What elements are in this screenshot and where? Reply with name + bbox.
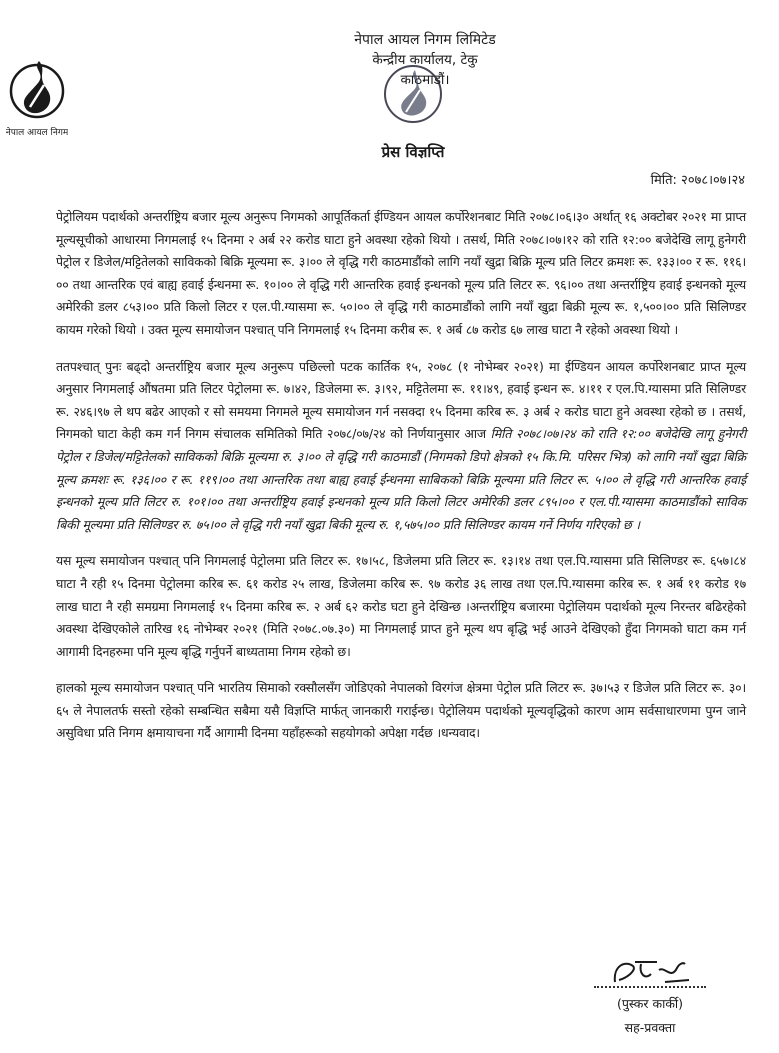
paragraph-1: पेट्रोलियम पदार्थको अन्तर्राष्ट्रिय बजार मूल्य अनुरूप निगमको आपूर्तिकर्ता ईण्डियन आयल कर्पोरेशनबाट मिति २०७८।०६।३० अर्थात् १६ अक्टोबर २०२१ मा प्राप्त मूल्यसूचीको आधारमा निगमलाई १५ दिनमा २ अर्ब २२ करोड घाटा हुने अवस्था रहेको थियो । तसर्थ, मिति २०७८।०७।१२ को राति १२:०० बजेदेखि लागू हुनेगरी पेट्रोल र डिजेल/मट्टितेलको साविकको बिक्रि मूल्यमा रू. ३।०० ले वृद्धि गरी काठमाडौंको लागि नयाँ खुद्रा बिक्रि मूल्य प्रति लिटर क्रमशः रू. १३३।०० र रू. ११६।०० तथा आन्तरिक एवं बाह्य हवाई ईन्धनमा रू. १०।०० ले वृद्धि गरी आन्तरिक हवाई इन्धनको मूल्य प्रति लिटर रू. ९६।०० तथा अन्तर्राष्ट्रिय हवाई इन्धनको मूल्य अमेरिकी डलर ८५३।०० प्रति किलो लिटर र एल.पी.ग्यासमा रू. ५०।०० ले वृद्धि गरी काठमाडौंको लागि नयाँ खुद्रा बिक्री मूल्य रू. १,५००।०० प्रति सिलिण्डर कायम गरेको थियो । उक्त मूल्य समायोजन पश्चात् पनि निगमलाई १५ दिनमा करीब रू. १ अर्ब ८७ करोड ६७ लाख घाटा नै रहेको अवस्था थियो ।: [56, 209, 746, 337]
nepal-oil-corporation-logo: [6, 55, 68, 145]
logo-flame: [24, 61, 50, 113]
paragraph-3: यस मूल्य समायोजन पश्चात् पनि निगमलाई पेट्रोलमा प्रति लिटर रू. १७।५८, डिजेलमा प्रति लिटर रू. १३।१४ तथा एल.पि.ग्यासमा प्रति सिलिण्डर रू. ६५७।८४ घाटा नै रही १५ दिनमा पेट्रोलमा करिब रू. ६१ करोड २५ लाख, डिजेलमा करिब रू. ९७ करोड ३६ लाख तथा एल.पि.ग्यासमा करिब रू. १ अर्ब ११ करोड १७ लाख घाटा नै रही समग्रमा निगमलाई १५ दिनमा करिब रू. २ अर्ब ६२ करोड घटा हुने देखिन्छ ।अन्तर्राष्ट्रिय बजारमा पेट्रोलियम पदार्थको मूल्य निरन्तर बढिरहेको अवस्था देखिएकोले तारिख १६ नोभेम्बर २०२१ (मिति २०७८.०७.३०) मा निगमलाई प्राप्त हुने मूल्य थप बृद्धि भई आउने देखिएको हुँदा निगमको घाटा कम गर्न आगामी दिनहरुमा पनि मूल्य बृद्धि गर्नुपर्ने बाध्यतामा निगम रहेको छ।: [56, 553, 746, 659]
paragraph-2: [56, 356, 746, 537]
paragraph-4: हालको मूल्य समायोजन पश्चात् पनि भारतिय सिमाको रक्सौलसँग जोडिएको नेपालको विरगंज क्षेत्रमा पेट्रोल प्रति लिटर रू. ३७।५३ र डिजेल प्रति लिटर रू. ३०।६५ ले नेपालतर्फ सस्तो रहेको सम्बन्धित सबैमा यसै विज्ञप्ति मार्फत् जानकारी गराईन्छ। पेट्रोलियम पदार्थको मूल्यवृद्धिको कारण आम सर्वसाधारणमा पुग्न जाने असुविधा प्रति निगम क्षमायाचना गर्दै आगामी दिनमा यहाँहरूको सहयोगको अपेक्षा गर्दछ ।धन्यवाद।: [56, 680, 746, 741]
signature-block: [590, 952, 710, 1040]
signatory-title: सह-प्रवक्ता: [624, 1020, 676, 1035]
office-city: काठमाडौं।: [400, 72, 450, 88]
signatory-name: (पुस्कर कार्की): [616, 996, 684, 1011]
signature-line: [594, 986, 706, 988]
paragraph-2-decision: मिति २०७८।०७।२४ को राति १२:०० बजेदेखि लागू हुनेगरी पेट्रोल र डिजेल/मट्टितेलको साविकको बिक्रि मूल्यमा रु. ३।०० ले वृद्धि गरी काठमाडौं (निगमको डिपो क्षेत्रको १५ कि.मि. परिसर भित्र) को लागि नयाँ खुद्रा बिक्रि मूल्य क्रमशः रू. १३६।०० र रू. ११९।०० तथा आन्तरिक तथा बाह्य हवाई ईन्धनमा साबिकको बिक्रि मूल्यमा प्रति लिटर रू. ५।०० ले वृद्धि गरी आन्तरिक हवाई इन्धनको मूल्य प्रति लिटर रु. १०१।०० तथा अन्तर्राष्ट्रिय हवाई इन्धनको मूल्य प्रति किलो लिटर अमेरिकी डलर ८९५।०० र एल.पी.ग्यासमा काठमाडौंको साविक बिकी मूल्यमा प्रति सिलिण्डर रु. ७५।०० ले वृद्धि गरी नयाँ खुद्रा बिकी मूल्य रु. १,५७५।०० प्रति सिलिण्डर कायम गर्ने निर्णय गरिएको छ ।: [56, 426, 746, 532]
paragraph-2-text: ततपश्चात् पुनः बढ्दो अन्तर्राष्ट्रिय बजार मूल्य अनुरूप पछिल्लो पटक कार्तिक १५, २०७८ (१ नोभेम्बर २०२१) मा ईण्डियन आयल कर्पोरेशनबाट प्राप्त मूल्य अनुसार निगमलाई औंषतमा प्रति लिटर पेट्रोलमा रू. ७।४२, डिजेलमा रू. ३।९२, मट्टितेलमा रू. ११।४९, हवाई इन्धन रू. ४।११ र एल.पि.ग्यासमा प्रति सिलिण्डर रू. २४६।९७ ले थप बढेर आएको र सो समयमा निगमले मूल्य समायोजन गर्न नसक्दा १५ दिनमा करिब रू. ३ अर्ब २ करोड घाटा हुने अवस्था रहेको छ । तसर्थ, निगमको घाटा केही कम गर्न निगम संचालक समितिको मिति २०७८/०७/२४ को निर्णयानुसार आज: [56, 358, 746, 442]
document-date: मिति: २०७८।०७।२४: [650, 173, 745, 188]
logo-text: नेपाल आयल निगम: [6, 128, 68, 138]
press-release-title: प्रेस विज्ञप्ति: [381, 143, 445, 161]
office-address: केन्द्रीय कार्यालय, टेकु: [372, 52, 478, 68]
org-name: नेपाल आयल निगम लिमिटेड: [354, 32, 496, 48]
press-release-body: [56, 206, 746, 759]
office-stamp: [378, 56, 448, 136]
